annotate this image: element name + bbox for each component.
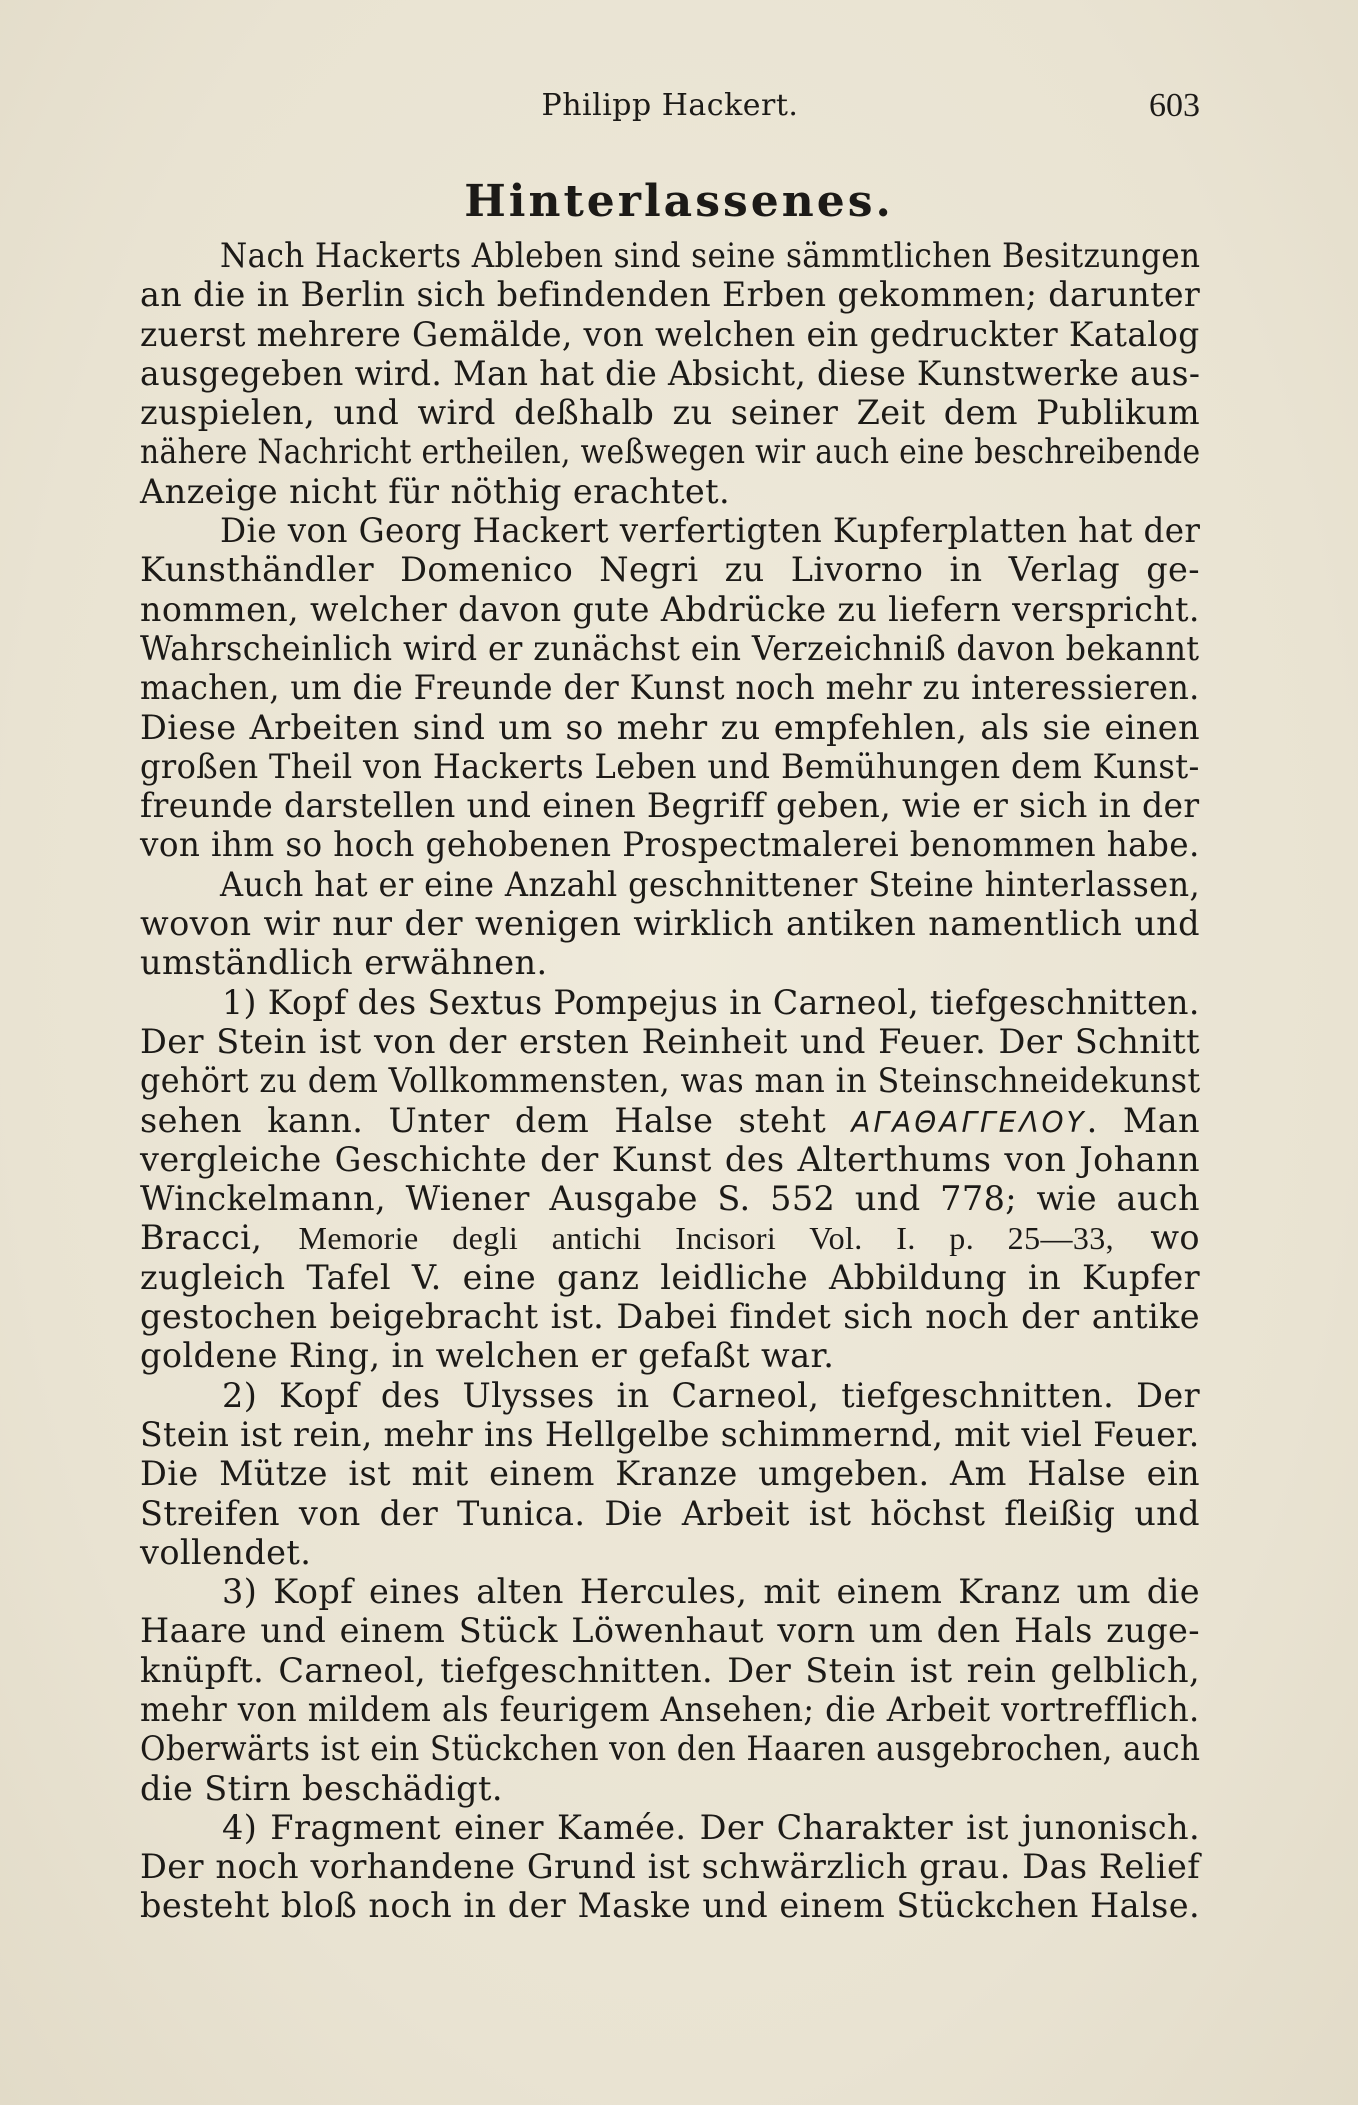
greek-inscription: ΑΓΑΘΑΓΓΕΛΟΥ (851, 1105, 1087, 1139)
text-line (140, 1808, 1200, 1847)
text-line-content: Diese Arbeiten sind um so mehr zu empfehlen, als sie einen (140, 707, 1200, 747)
text-line (140, 1690, 1200, 1729)
text-line (140, 354, 1200, 393)
text-line (140, 1847, 1200, 1886)
text-line (140, 1061, 1200, 1100)
text-line-content: knüpft. Carneol, tiefgeschnitten. Der Stein ist rein gelblich, (140, 1650, 1200, 1690)
running-title: Philipp Hackert. (541, 88, 799, 123)
text-line (140, 1415, 1200, 1454)
page-number: 603 (1149, 87, 1200, 124)
text-line-content: Wahrscheinlich wird er zunächst ein Verzeichniß davon bekannt (140, 628, 1200, 668)
text-line-content: freunde darstellen und einen Begriff geben, wie er sich in der (140, 786, 1200, 826)
text-line-content: an die in Berlin sich befindenden Erben gekommen; darunter (140, 275, 1201, 315)
body-text (140, 236, 1200, 1926)
text-line-content: Haare und einem Stück Löwenhaut vorn um den Hals zuge- (140, 1611, 1200, 1651)
text-line (140, 1179, 1200, 1218)
text-line (140, 747, 1200, 786)
text-line-content: 4) Fragment einer Kamée. Der Charakter ist junonisch. (222, 1807, 1200, 1847)
text-line-content: Der Stein ist von der ersten Reinheit und Feuer. Der Schnitt (140, 1021, 1200, 1061)
text-line (140, 1572, 1200, 1611)
text-line (140, 1140, 1200, 1179)
text-line-content: Die Mütze ist mit einem Kranze umgeben. Am Halse ein (140, 1454, 1200, 1494)
text-line (140, 1494, 1200, 1533)
text-line (140, 1336, 1200, 1375)
text-line-content: gehört zu dem Vollkommensten, was man in Steinschneidekunst (140, 1061, 1201, 1101)
text-line (140, 904, 1200, 943)
text-line (140, 315, 1200, 354)
text-line-content: großen Theil von Hackerts Leben und Bemühungen dem Kunst- (140, 746, 1200, 786)
text-line-content: gestochen beigebracht ist. Dabei findet sich noch der antike (140, 1297, 1200, 1337)
text-line (140, 1376, 1200, 1415)
text-line-content: Stein ist rein, mehr ins Hellgelbe schimmernd, mit viel Feuer. (140, 1414, 1200, 1454)
text-line (140, 511, 1200, 550)
text-line (140, 1611, 1200, 1650)
text-line (140, 275, 1200, 314)
text-line (140, 1297, 1200, 1336)
text-line (140, 432, 1200, 471)
text-line (140, 1886, 1200, 1925)
text-line-content: zuspielen, und wird deßhalb zu seiner Zeit dem Publikum (140, 393, 1200, 433)
section-title: Hinterlassenes. (464, 176, 894, 227)
text-line (140, 393, 1200, 432)
text-line (140, 1454, 1200, 1493)
text-line (140, 668, 1200, 707)
text-line (140, 1769, 1200, 1808)
text-line-tail: wo (1150, 1218, 1200, 1258)
text-line-content: Nach Hackerts Ableben sind seine sämmtlichen Besitzungen (220, 236, 1201, 275)
text-line-content: Auch hat er eine Anzahl geschnittener Steine hinterlassen, (220, 864, 1201, 904)
text-line (140, 825, 1200, 864)
text-line (140, 786, 1200, 825)
text-line-content: Bracci, (140, 1218, 263, 1258)
text-line-content: vergleiche Geschichte der Kunst des Alterthums von Johann (140, 1139, 1200, 1179)
text-line-content: Streifen von der Tunica. Die Arbeit ist höchst fleißig und (140, 1493, 1200, 1533)
text-line (140, 1022, 1200, 1061)
text-line-content: vollendet. (140, 1532, 312, 1572)
text-line (140, 236, 1200, 275)
text-line-content: 1) Kopf des Sextus Pompejus in Carneol, tiefgeschnitten. (222, 982, 1200, 1022)
text-line-content: 3) Kopf eines alten Hercules, mit einem Kranz um die (222, 1572, 1200, 1612)
text-line-content: 2) Kopf des Ulysses in Carneol, tiefgeschnitten. Der (222, 1375, 1200, 1415)
text-line-content: von ihm so hoch gehobenen Prospectmalerei benommen habe. (140, 825, 1200, 865)
text-line-content: goldene Ring, in welchen er gefaßt war. (140, 1336, 835, 1376)
text-line (140, 1258, 1200, 1297)
text-line (140, 1218, 1200, 1257)
latin-citation: Memorie degli antichi Incisori Vol. I. p. 25—33, (298, 1220, 1115, 1257)
page-header (140, 86, 1200, 126)
text-line (140, 983, 1200, 1022)
text-line-content: Kunsthändler Domenico Negri zu Livorno in Verlag ge- (140, 550, 1200, 590)
text-line-content: zuerst mehrere Gemälde, von welchen ein gedruckter Katalog (140, 314, 1200, 354)
text-line-content: mehr von mildem als feurigem Ansehen; die Arbeit vortrefflich. (140, 1689, 1200, 1729)
text-line (140, 1651, 1200, 1690)
text-line-content: sehen kann. Unter dem Halse steht (140, 1100, 827, 1140)
text-line-content: Winckelmann, Wiener Ausgabe S. 552 und 778; wie auch (140, 1179, 1200, 1219)
text-line (140, 550, 1200, 589)
text-line-content: zugleich Tafel V. eine ganz leidliche Abbildung in Kupfer (140, 1257, 1200, 1297)
text-line-content: umständlich erwähnen. (140, 943, 548, 983)
text-line (140, 1729, 1200, 1768)
text-line-content: Oberwärts ist ein Stückchen von den Haaren ausgebrochen, auch (140, 1729, 1201, 1769)
text-line-content: nommen, welcher davon gute Abdrücke zu liefern verspricht. (140, 589, 1200, 629)
text-line-content: nähere Nachricht ertheilen, weßwegen wir auch eine beschreibende (140, 432, 1201, 472)
text-line-content: Der noch vorhandene Grund ist schwärzlich grau. Das Relief (140, 1847, 1200, 1887)
text-line-content: wovon wir nur der wenigen wirklich antiken namentlich und (140, 904, 1200, 944)
text-line-tail: . Man (1086, 1100, 1200, 1140)
text-line (140, 590, 1200, 629)
text-line-content: die Stirn beschädigt. (140, 1768, 503, 1808)
text-line (140, 1101, 1200, 1140)
text-line (140, 865, 1200, 904)
text-line (140, 1533, 1200, 1572)
text-line-content: besteht bloß noch in der Maske und einem Stückchen Halse. (140, 1886, 1200, 1926)
text-line (140, 708, 1200, 747)
text-line-content: machen, um die Freunde der Kunst noch mehr zu interessieren. (140, 668, 1200, 708)
text-line-content: Die von Georg Hackert verfertigten Kupferplatten hat der (220, 511, 1201, 551)
text-line (140, 472, 1200, 511)
text-line-content: Anzeige nicht für nöthig erachtet. (140, 471, 730, 511)
text-line-content: ausgegeben wird. Man hat die Absicht, diese Kunstwerke aus- (140, 353, 1201, 393)
text-line (140, 629, 1200, 668)
text-line (140, 943, 1200, 982)
